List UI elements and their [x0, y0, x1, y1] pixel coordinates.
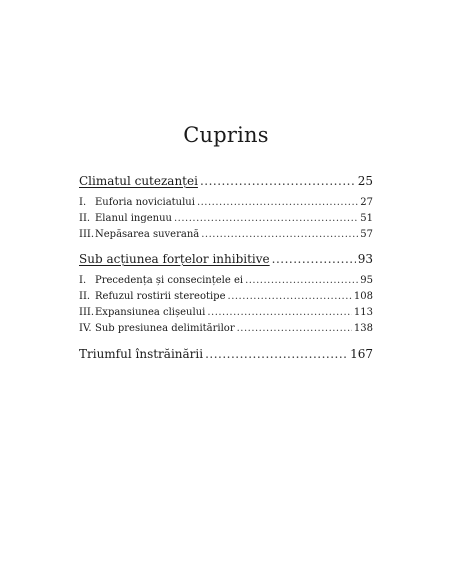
toc-chapter-1 — [79, 173, 373, 189]
chapter-title: Sub acțiunea forțelor inhibitive — [79, 252, 270, 266]
dot-leader — [207, 306, 352, 320]
toc-chapter-2 — [79, 251, 373, 267]
entry-title: Elanul ingenuu — [95, 213, 172, 224]
entry-title: Nepăsarea suverană — [95, 229, 200, 240]
entry-numeral: II. — [79, 213, 91, 224]
dot-leader — [174, 212, 358, 226]
dot-leader — [197, 196, 358, 210]
toc-entry-2-1 — [79, 274, 373, 288]
page-number: 27 — [360, 197, 373, 208]
entry-numeral: IV. — [79, 323, 92, 334]
page-number: 25 — [357, 174, 373, 188]
entry-title: Euforia noviciatului — [95, 197, 195, 208]
dot-leader — [228, 290, 352, 304]
entry-title: Refuzul rostirii stereotipe — [95, 291, 226, 302]
toc-entry-2-2 — [79, 290, 373, 304]
entry-numeral: II. — [79, 291, 91, 302]
toc-entry-2-4 — [79, 322, 373, 336]
chapter-title: Triumful înstrăinării — [79, 347, 204, 361]
entry-title: Precedența și consecințele ei — [95, 275, 244, 286]
page-title: Cuprins — [183, 123, 269, 147]
dot-leader — [237, 322, 352, 336]
entry-numeral: I. — [79, 275, 87, 286]
page-number: 113 — [353, 307, 373, 318]
entry-numeral: I. — [79, 197, 87, 208]
dot-leader — [201, 228, 358, 242]
toc-entry-1-3 — [79, 228, 373, 242]
dot-leader — [245, 274, 358, 288]
page-number: 57 — [360, 229, 373, 240]
page-number: 93 — [357, 252, 373, 266]
page-number: 51 — [360, 213, 373, 224]
toc-chapter-3 — [79, 346, 373, 362]
entry-numeral: III. — [79, 229, 95, 240]
entry-title: Sub presiunea delimitărilor — [95, 323, 235, 334]
page-number: 108 — [353, 291, 373, 302]
page-number: 167 — [350, 347, 373, 361]
page-number: 95 — [360, 275, 373, 286]
dot-leader — [200, 173, 356, 189]
toc-entry-2-3 — [79, 306, 373, 320]
entry-numeral: III. — [79, 307, 95, 318]
toc-entry-1-2 — [79, 212, 373, 226]
dot-leader — [205, 346, 348, 362]
toc-entry-1-1 — [79, 196, 373, 210]
page-number: 138 — [353, 323, 373, 334]
dot-leader — [272, 251, 356, 267]
entry-title: Expansiunea clișeului — [95, 307, 206, 318]
chapter-title: Climatul cutezanței — [79, 174, 198, 188]
